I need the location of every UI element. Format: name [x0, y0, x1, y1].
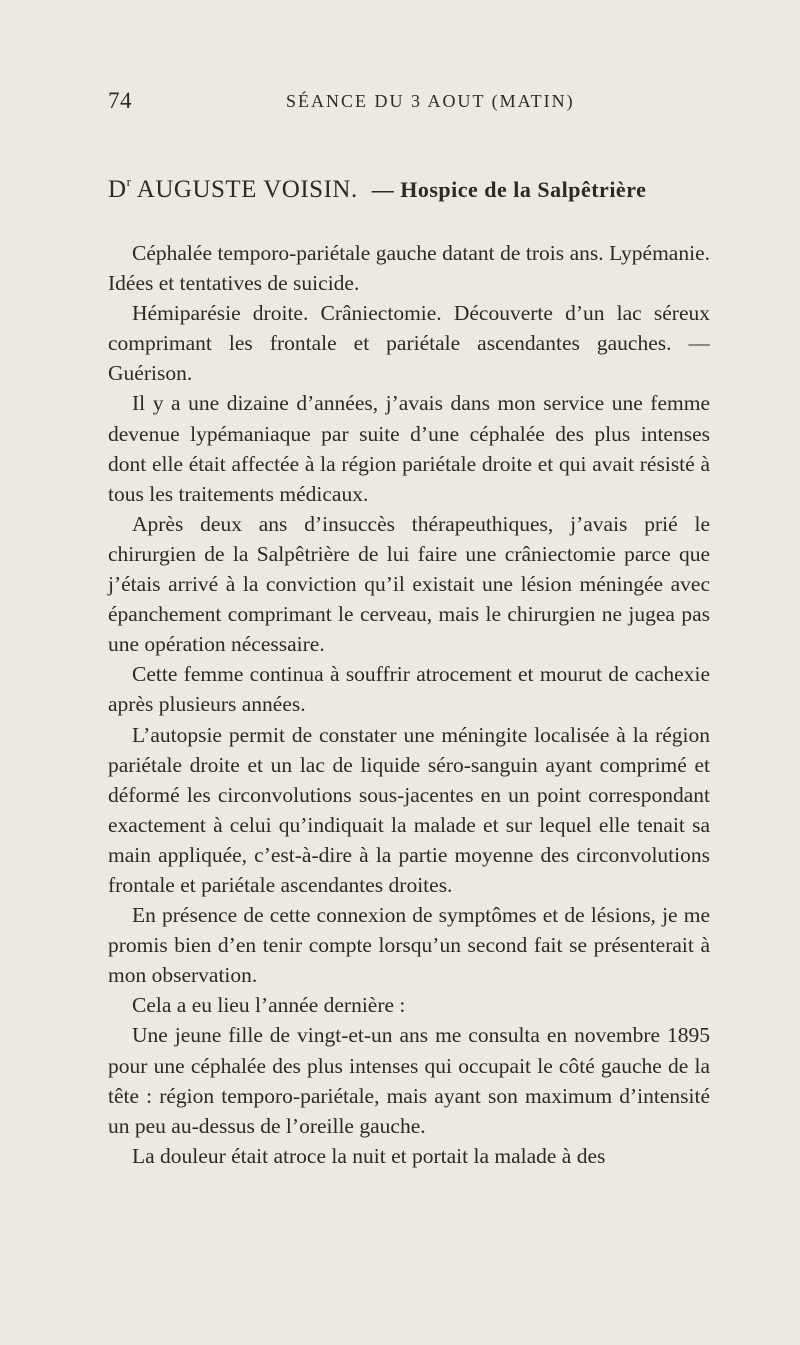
paragraph-continued: La douleur était atroce la nuit et portait la malade à des — [132, 1143, 606, 1168]
author-name — [108, 176, 358, 203]
body-text — [108, 238, 710, 1171]
running-title: SÉANCE DU 3 AOUT (MATIN) — [286, 91, 575, 111]
running-head — [108, 88, 708, 118]
paragraph: En présence de cette connexion de symptômes et de lésions, je me promis bien d’en tenir compte lorsqu’un second fait se présenterait à mon observation. — [108, 903, 710, 988]
paragraph: Cela a eu lieu l’année dernière : — [132, 993, 406, 1018]
paragraph-summary-1: Céphalée temporo-pariétale gauche datant de trois ans. Lypémanie. Idées et tentatives de suicide. — [108, 241, 710, 296]
author-surname: AUGUSTE VOISIN. — [131, 176, 358, 204]
paragraph: Il y a une dizaine d’années, j’avais dans mon service une femme devenue lypémaniaque par suite d’une céphalée des plus intenses dont elle était affectée à la région pariétale droite et qui avait résisté à tous les traitements médicaux. — [108, 391, 710, 506]
author-prefix: D — [108, 176, 127, 204]
paragraph: L’autopsie permit de constater une méningite localisée à la région pariétale droite et un lac de liquide séro-sanguin ayant comprimé et déformé les circonvolutions sous-jacentes en un point correspondant exactement à celui qu’indiquait la malade et sur lequel elle tenait sa main appliquée, c’est-à-dire à la partie moyenne des circonvolutions frontale et pariétale ascendantes droites. — [108, 722, 710, 897]
paragraph-summary-2: Hémiparésie droite. Crâniectomie. Découverte d’un lac séreux comprimant les frontale et pariétale ascendantes gauches. — Guérison. — [108, 301, 710, 386]
institution-name: — Hospice de la Salpêtrière — [371, 177, 647, 203]
page-number: 74 — [108, 88, 132, 113]
paragraph: Cette femme continua à souffrir atrocement et mourut de cachexie après plusieurs années. — [108, 662, 710, 717]
author-title-superscript: r — [126, 174, 132, 189]
article-heading — [108, 176, 718, 204]
paragraph: Une jeune fille de vingt-et-un ans me consulta en novembre 1895 pour une céphalée des plus intenses qui occupait le côté gauche de la tête : région temporo-pariétale, mais ayant son maximum d’intensité un peu au-dessus de l’oreille gauche. — [108, 1023, 710, 1138]
paragraph: Après deux ans d’insuccès thérapeuthiques, j’avais prié le chirurgien de la Salpêtrière de lui faire une crâniectomie parce que j’étais arrivé à la conviction qu’il existait une lésion méningée avec épanchement comprimant le cerveau, mais le chirurgien ne jugea pas une opération nécessaire. — [108, 511, 710, 657]
